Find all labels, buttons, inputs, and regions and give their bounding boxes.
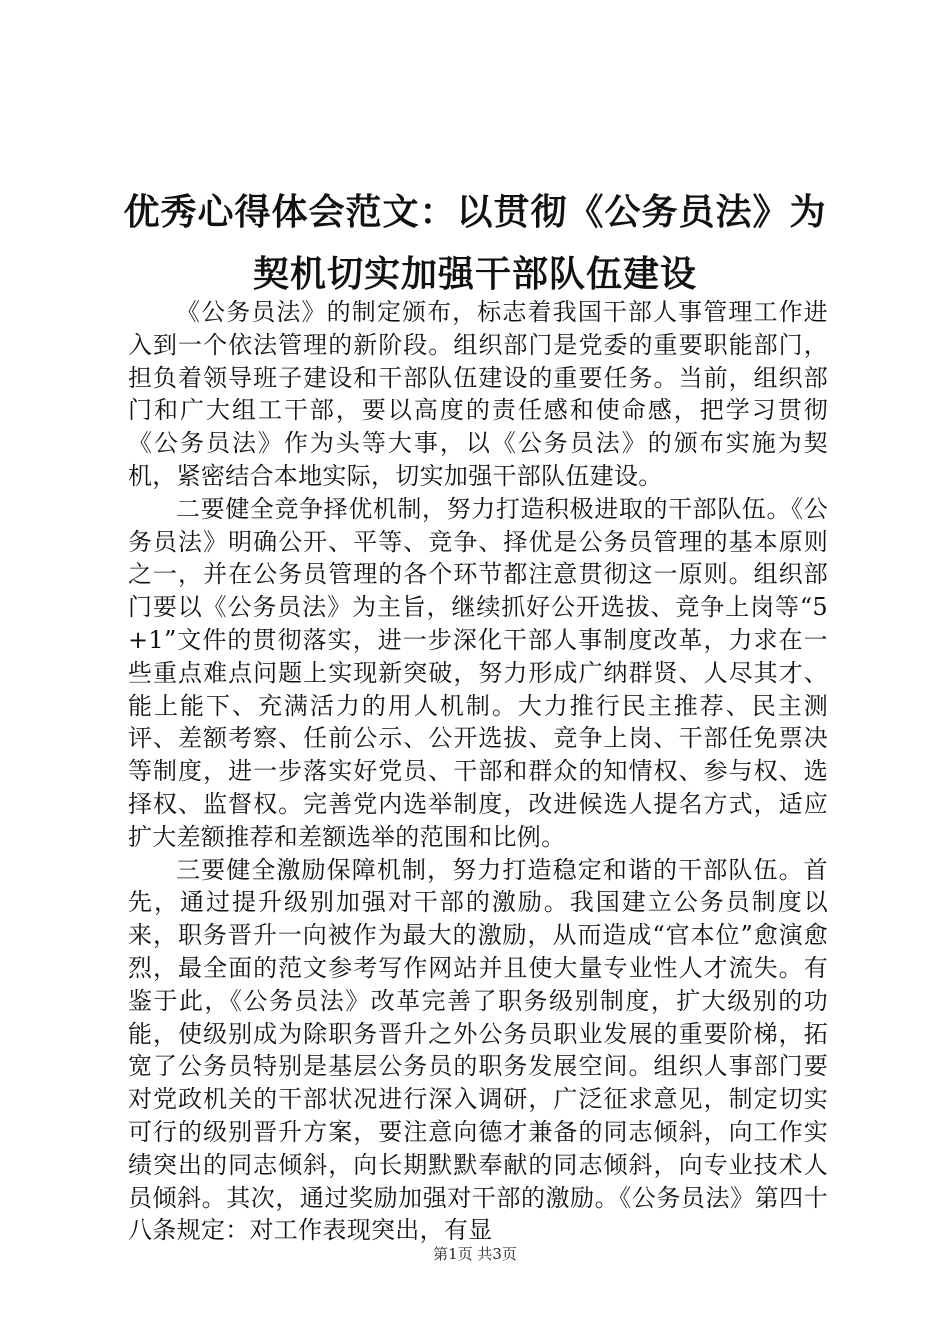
paragraph-intro: 《公务员法》的制定颁布，标志着我国干部人事管理工作进入到一个依法管理的新阶段。组织部门是党委的重要职能部门，担负着领导班子建设和干部队伍建设的重要任务。当前，组织部门和广大组工干部，要以高度的责任感和使命感，把学习贯彻《公务员法》作为头等大事，以《公务员法》的颁布实施为契机，紧密结合本地实际，切实加强干部队伍建设。: [128, 298, 828, 490]
paragraph-competition-mechanism: 二要健全竞争择优机制，努力打造积极进取的干部队伍。《公务员法》明确公开、平等、竞争、择优是公务员管理的基本原则之一，并在公务员管理的各个环节都注意贯彻这一原则。组织部门要以《公务员法》为主旨，继续抓好公开选拔、竞争上岗等“5+1”文件的贯彻落实，进一步深化干部人事制度改革，力求在一些重点难点问题上实现新突破，努力形成广纳群贤、人尽其才、能上能下、充满活力的用人机制。大力推行民主推荐、民主测评、差额考察、任前公示、公开选拔、竞争上岗、干部任免票决等制度，进一步落实好党员、干部和群众的知情权、参与权、选择权、监督权。完善党内选举制度，改进候选人提名方式，适应扩大差额推荐和差额选举的范围和比例。: [128, 494, 828, 851]
document-body: [128, 296, 828, 1247]
document-title: 优秀心得体会范文：以贯彻《公务员法》为契机切实加强干部队伍建设: [123, 192, 827, 295]
paragraph-incentive-mechanism: 三要健全激励保障机制，努力打造稳定和谐的干部队伍。首先，通过提升级别加强对干部的激励。我国建立公务员制度以来，职务晋升一向被作为最大的激励，从而造成“官本位”愈演愈烈，最全面的范文参考写作网站并且使大量专业性人才流失。有鉴于此，《公务员法》改革完善了职务级别制度，扩大级别的功能，使级别成为除职务晋升之外公务员职业发展的重要阶梯，拓宽了公务员特别是基层公务员的职务发展空间。组织人事部门要对党政机关的干部状况进行深入调研，广泛征求意见，制定切实可行的级别晋升方案，要注意向德才兼备的同志倾斜，向工作实绩突出的同志倾斜，向长期默默奉献的同志倾斜，向专业技术人员倾斜。其次，通过奖励加强对干部的激励。《公务员法》第四十八条规定：对工作表现突出，有显: [128, 855, 828, 1245]
page-number-footer: 第1页 共3页: [433, 1245, 517, 1263]
